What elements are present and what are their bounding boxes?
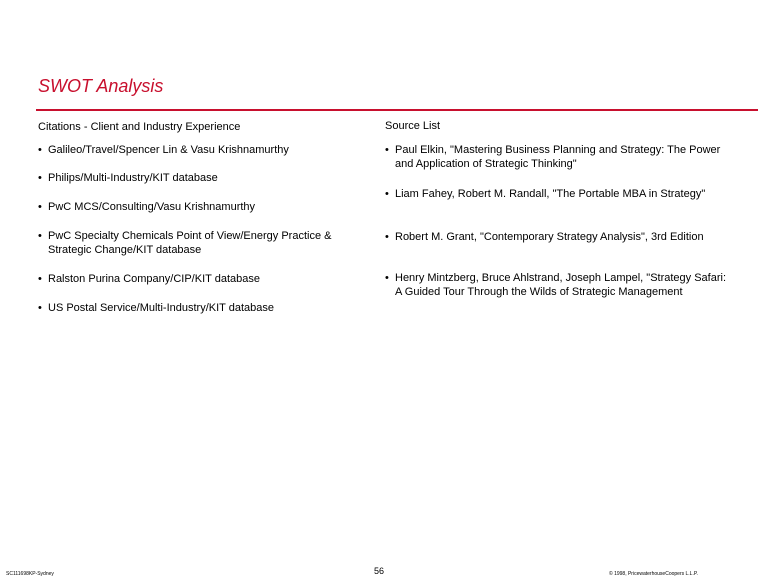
list-item: • Robert M. Grant, "Contemporary Strategy Analysis", 3rd Edition bbox=[385, 231, 704, 243]
list-item: • PwC MCS/Consulting/Vasu Krishnamurthy bbox=[38, 201, 256, 213]
page-title: SWOT Analysis bbox=[38, 76, 164, 96]
bullet-icon: • bbox=[38, 201, 42, 213]
source-list-heading: Source List bbox=[385, 120, 441, 132]
list-item: • US Postal Service/Multi-Industry/KIT database bbox=[38, 302, 275, 314]
citations-heading: Citations - Client and Industry Experience bbox=[38, 121, 241, 133]
bullet-icon: • bbox=[38, 144, 42, 156]
bullet-icon: • bbox=[38, 172, 42, 184]
footer-copyright: © 1998, PricewaterhouseCoopers L.L.P. bbox=[609, 571, 698, 577]
list-item: • Galileo/Travel/Spencer Lin & Vasu Krishnamurthy bbox=[38, 144, 289, 156]
bullet-icon: • bbox=[385, 272, 389, 284]
list-item: • Henry Mintzberg, Bruce Ahlstrand, Joseph Lampel, "Strategy Safari: A Guided Tour Through the Wilds of Strategic Management bbox=[385, 272, 727, 298]
list-item: • Paul Elkin, "Mastering Business Planning and Strategy: The Power and Application of Strategic Thinking" bbox=[385, 144, 721, 170]
bullet-icon: • bbox=[385, 188, 389, 200]
bullet-icon: • bbox=[385, 144, 389, 156]
list-item: • Philips/Multi-Industry/KIT database bbox=[38, 172, 218, 184]
bullet-icon: • bbox=[38, 302, 42, 314]
page-number: 56 bbox=[374, 566, 385, 576]
bullet-icon: • bbox=[385, 231, 389, 243]
list-item: • PwC Specialty Chemicals Point of View/Energy Practice & Strategic Change/KIT database bbox=[38, 230, 332, 256]
title-divider bbox=[36, 109, 758, 111]
list-item: • Ralston Purina Company/CIP/KIT database bbox=[38, 273, 260, 285]
list-item: • Liam Fahey, Robert M. Randall, "The Portable MBA in Strategy" bbox=[385, 188, 706, 200]
bullet-icon: • bbox=[38, 230, 42, 242]
bullet-icon: • bbox=[38, 273, 42, 285]
footer-document-code: SC111698KP-Sydney bbox=[6, 571, 54, 577]
